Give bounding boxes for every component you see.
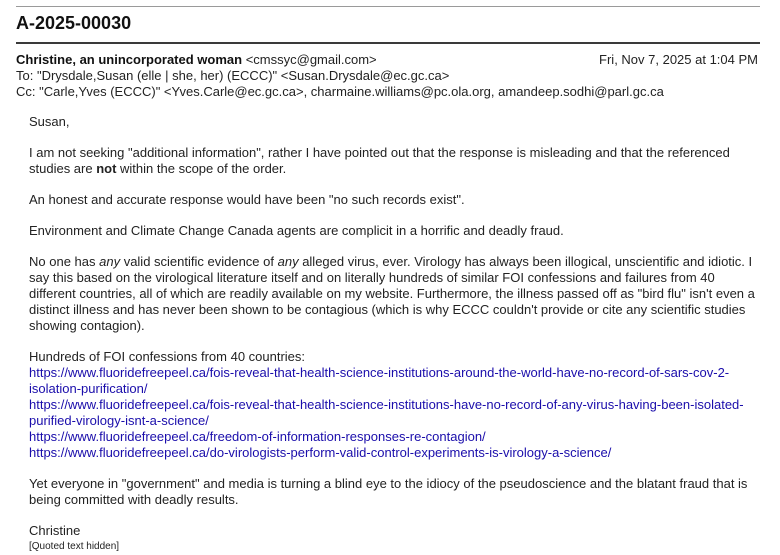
- paragraph-3: Environment and Climate Change Canada agents are complicit in a horrific and deadly fraud.: [29, 223, 564, 238]
- email-subject: A-2025-00030: [16, 13, 132, 33]
- to-label: To:: [16, 68, 34, 83]
- sender-name: Christine, an unincorporated woman: [16, 52, 243, 67]
- cc-recipients: "Carle,Yves (ECCC)" <Yves.Carle@ec.gc.ca>, charmaine.williams@pc.ola.org, amandeep.sodhi@parl.gc.ca: [39, 84, 664, 99]
- email-date: Fri, Nov 7, 2025 at 1:04 PM: [599, 52, 758, 67]
- to-recipients: "Drysdale,Susan (elle | she, her) (ECCC)" <Susan.Drysdale@ec.gc.ca>: [36, 68, 450, 83]
- link-control-experiments[interactable]: https://www.fluoridefreepeel.ca/do-virologists-perform-valid-control-experiments-is-virology-a-science/: [29, 445, 612, 460]
- sender-email: <cmssyc@gmail.com>: [245, 52, 377, 67]
- paragraph-4: No one has any valid scientific evidence of any alleged virus, ever. Virology has always been illogical, unscientific and idiotic. I say this based on the virological literature itself and on literally hundreds of similar FOI confessions and failures from 40 different countries, all of which are readily available on my website. Furthermore, the illness passed off as "bird flu" isn't even a distinct illness and has never been shown to be contagious (which is why ECCC couldn't provide or cite any scientific studies showing contagion).: [29, 254, 755, 333]
- greeting: Susan,: [29, 114, 70, 129]
- top-divider: [16, 6, 760, 7]
- link-sars-cov-2-isolation[interactable]: https://www.fluoridefreepeel.ca/fois-reveal-that-health-science-institutions-around-the-world-have-no-record-of-sars-cov-2-isolation-purification/: [29, 365, 730, 396]
- from-line: [16, 52, 377, 68]
- to-line: [16, 68, 449, 84]
- links-section: [29, 349, 759, 461]
- paragraph-5: Yet everyone in "government" and media is turning a blind eye to the idiocy of the pseudoscience and the blatant fraud that is being committed with deadly results.: [29, 476, 748, 507]
- quoted-text-hidden[interactable]: [Quoted text hidden]: [29, 541, 120, 552]
- signature: Christine: [29, 523, 81, 538]
- paragraph-2: An honest and accurate response would have been "no such records exist".: [29, 192, 465, 207]
- subject-divider: [16, 42, 760, 44]
- cc-line: [16, 84, 664, 100]
- cc-label: Cc:: [16, 84, 36, 99]
- links-heading: Hundreds of FOI confessions from 40 countries:: [29, 349, 306, 364]
- link-foi-contagion[interactable]: https://www.fluoridefreepeel.ca/freedom-of-information-responses-re-contagion/: [29, 429, 486, 444]
- email-body: [29, 114, 759, 553]
- link-virology-isnt-science[interactable]: https://www.fluoridefreepeel.ca/fois-reveal-that-health-science-institutions-have-no-record-of-any-virus-having-been-isolated-purified-virology-isnt-a-science/: [29, 397, 744, 428]
- paragraph-1: I am not seeking "additional information", rather I have pointed out that the response is misleading and that the referenced studies are not within the scope of the order.: [29, 145, 730, 176]
